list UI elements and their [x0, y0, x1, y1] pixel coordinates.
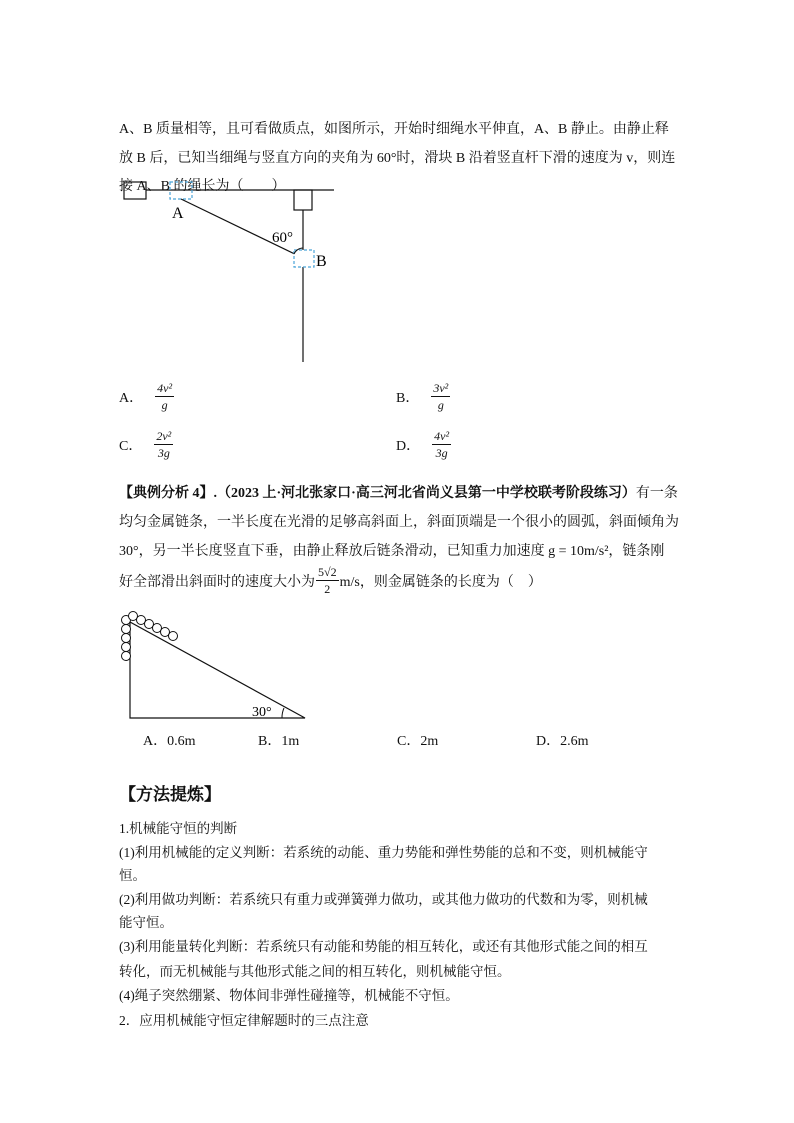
method-heading: 【方法提炼】	[119, 785, 221, 804]
q4-option-a[interactable]	[143, 730, 196, 750]
method-line: (4)绳子突然绷紧、物体间非弹性碰撞等，机械能不守恒。	[119, 988, 459, 1003]
label-b: B	[316, 253, 327, 270]
pulley-mount	[294, 190, 312, 210]
incline	[130, 622, 305, 718]
q4-line-2: 均匀金属链条，一半长度在光滑的足够高斜面上，斜面顶端是一个很小的圆弧，斜面倾角为	[119, 515, 679, 530]
q3-line-1: A、B 质量相等，且可看做质点，如图所示，开始时细绳水平伸直，A、B 静止。由静止释	[119, 122, 669, 137]
method-line: 2．应用机械能守恒定律解题时的三点注意	[119, 1013, 369, 1028]
option-fraction	[155, 380, 174, 413]
chain-hanging	[122, 616, 131, 661]
option-label: A．0.6m	[143, 734, 196, 749]
option-label: C．2m	[397, 734, 439, 749]
option-label: B．1m	[258, 734, 300, 749]
method-line: 转化，而无机械能与其他形式能之间的相互转化，则机械能守恒。	[119, 964, 511, 979]
q4-line-3: 30°，另一半长度竖直下垂，由静止释放后链条滑动，已知重力加速度 g = 10m/s²，链条刚	[119, 544, 665, 559]
option-fraction	[432, 428, 451, 461]
q4-title-tail: 有一条	[635, 486, 678, 501]
denominator: g	[161, 398, 168, 412]
option-label: D．2.6m	[536, 734, 589, 749]
denominator: 3g	[157, 446, 170, 460]
numerator: 5√2	[318, 565, 337, 579]
q3-line-2: 放 B 后，已知当细绳与竖直方向的夹角为 60°时，滑块 B 沿着竖直杆下滑的速度为 v，则连	[119, 151, 676, 166]
wall-block	[124, 182, 146, 199]
method-line: 能守恒。	[119, 915, 173, 930]
option-label: B．	[396, 390, 420, 406]
method-line: 1.机械能守恒的判断	[119, 821, 238, 836]
numerator: 2v²	[156, 429, 172, 443]
numerator: 4v²	[434, 429, 450, 443]
method-line: (1)利用机械能的定义判断：若系统的动能、重力势能和弹性势能的总和不变，则机械能守	[119, 845, 648, 860]
method-line: (2)利用做功判断：若系统只有重力或弹簧弹力做功，或其他力做功的代数和为零，则机械	[119, 892, 648, 907]
speed-fraction	[316, 564, 339, 597]
block-b	[294, 250, 314, 267]
q4-option-d[interactable]	[536, 730, 589, 750]
method-line: (3)利用能量转化判断：若系统只有动能和势能的相互转化，或还有其他形式能之间的相互	[119, 939, 648, 954]
label-a: A	[172, 205, 184, 222]
label-angle: 60°	[272, 230, 293, 246]
q3-option-d[interactable]	[396, 428, 451, 461]
figure-incline-chain	[112, 608, 312, 726]
q4-option-b[interactable]	[258, 730, 299, 750]
q3-option-a[interactable]	[119, 380, 174, 413]
chain-on-incline	[129, 612, 178, 641]
angle-arc	[282, 708, 284, 718]
numerator: 3v²	[433, 381, 449, 395]
q3-option-b[interactable]	[396, 380, 450, 413]
option-label: A．	[119, 390, 144, 406]
rope	[181, 199, 303, 258]
q3-line-3: 接 A、B 的绳长为（ ）	[119, 179, 286, 194]
q4-option-c[interactable]	[397, 730, 438, 750]
option-label: D．	[396, 438, 421, 454]
q4-title: 【典例分析 4】.（2023 上·河北张家口·高三河北省尚义县第一中学校联考阶段练习）	[119, 486, 636, 501]
q4-line-4-post: m/s，则金属链条的长度为（ ）	[339, 574, 542, 590]
method-line: 恒。	[119, 868, 146, 883]
q4-line-4-pre: 好全部滑出斜面时的速度大小为	[119, 574, 315, 590]
q3-option-c[interactable]	[119, 428, 173, 461]
option-fraction	[431, 380, 450, 413]
denominator: 3g	[435, 446, 448, 460]
option-label: C．	[119, 438, 143, 454]
label-angle: 30°	[252, 705, 272, 720]
denominator: 2	[324, 582, 331, 596]
figure-pulley-diagram	[118, 178, 348, 368]
denominator: g	[437, 398, 444, 412]
numerator: 4v²	[157, 381, 173, 395]
option-fraction	[154, 428, 173, 461]
